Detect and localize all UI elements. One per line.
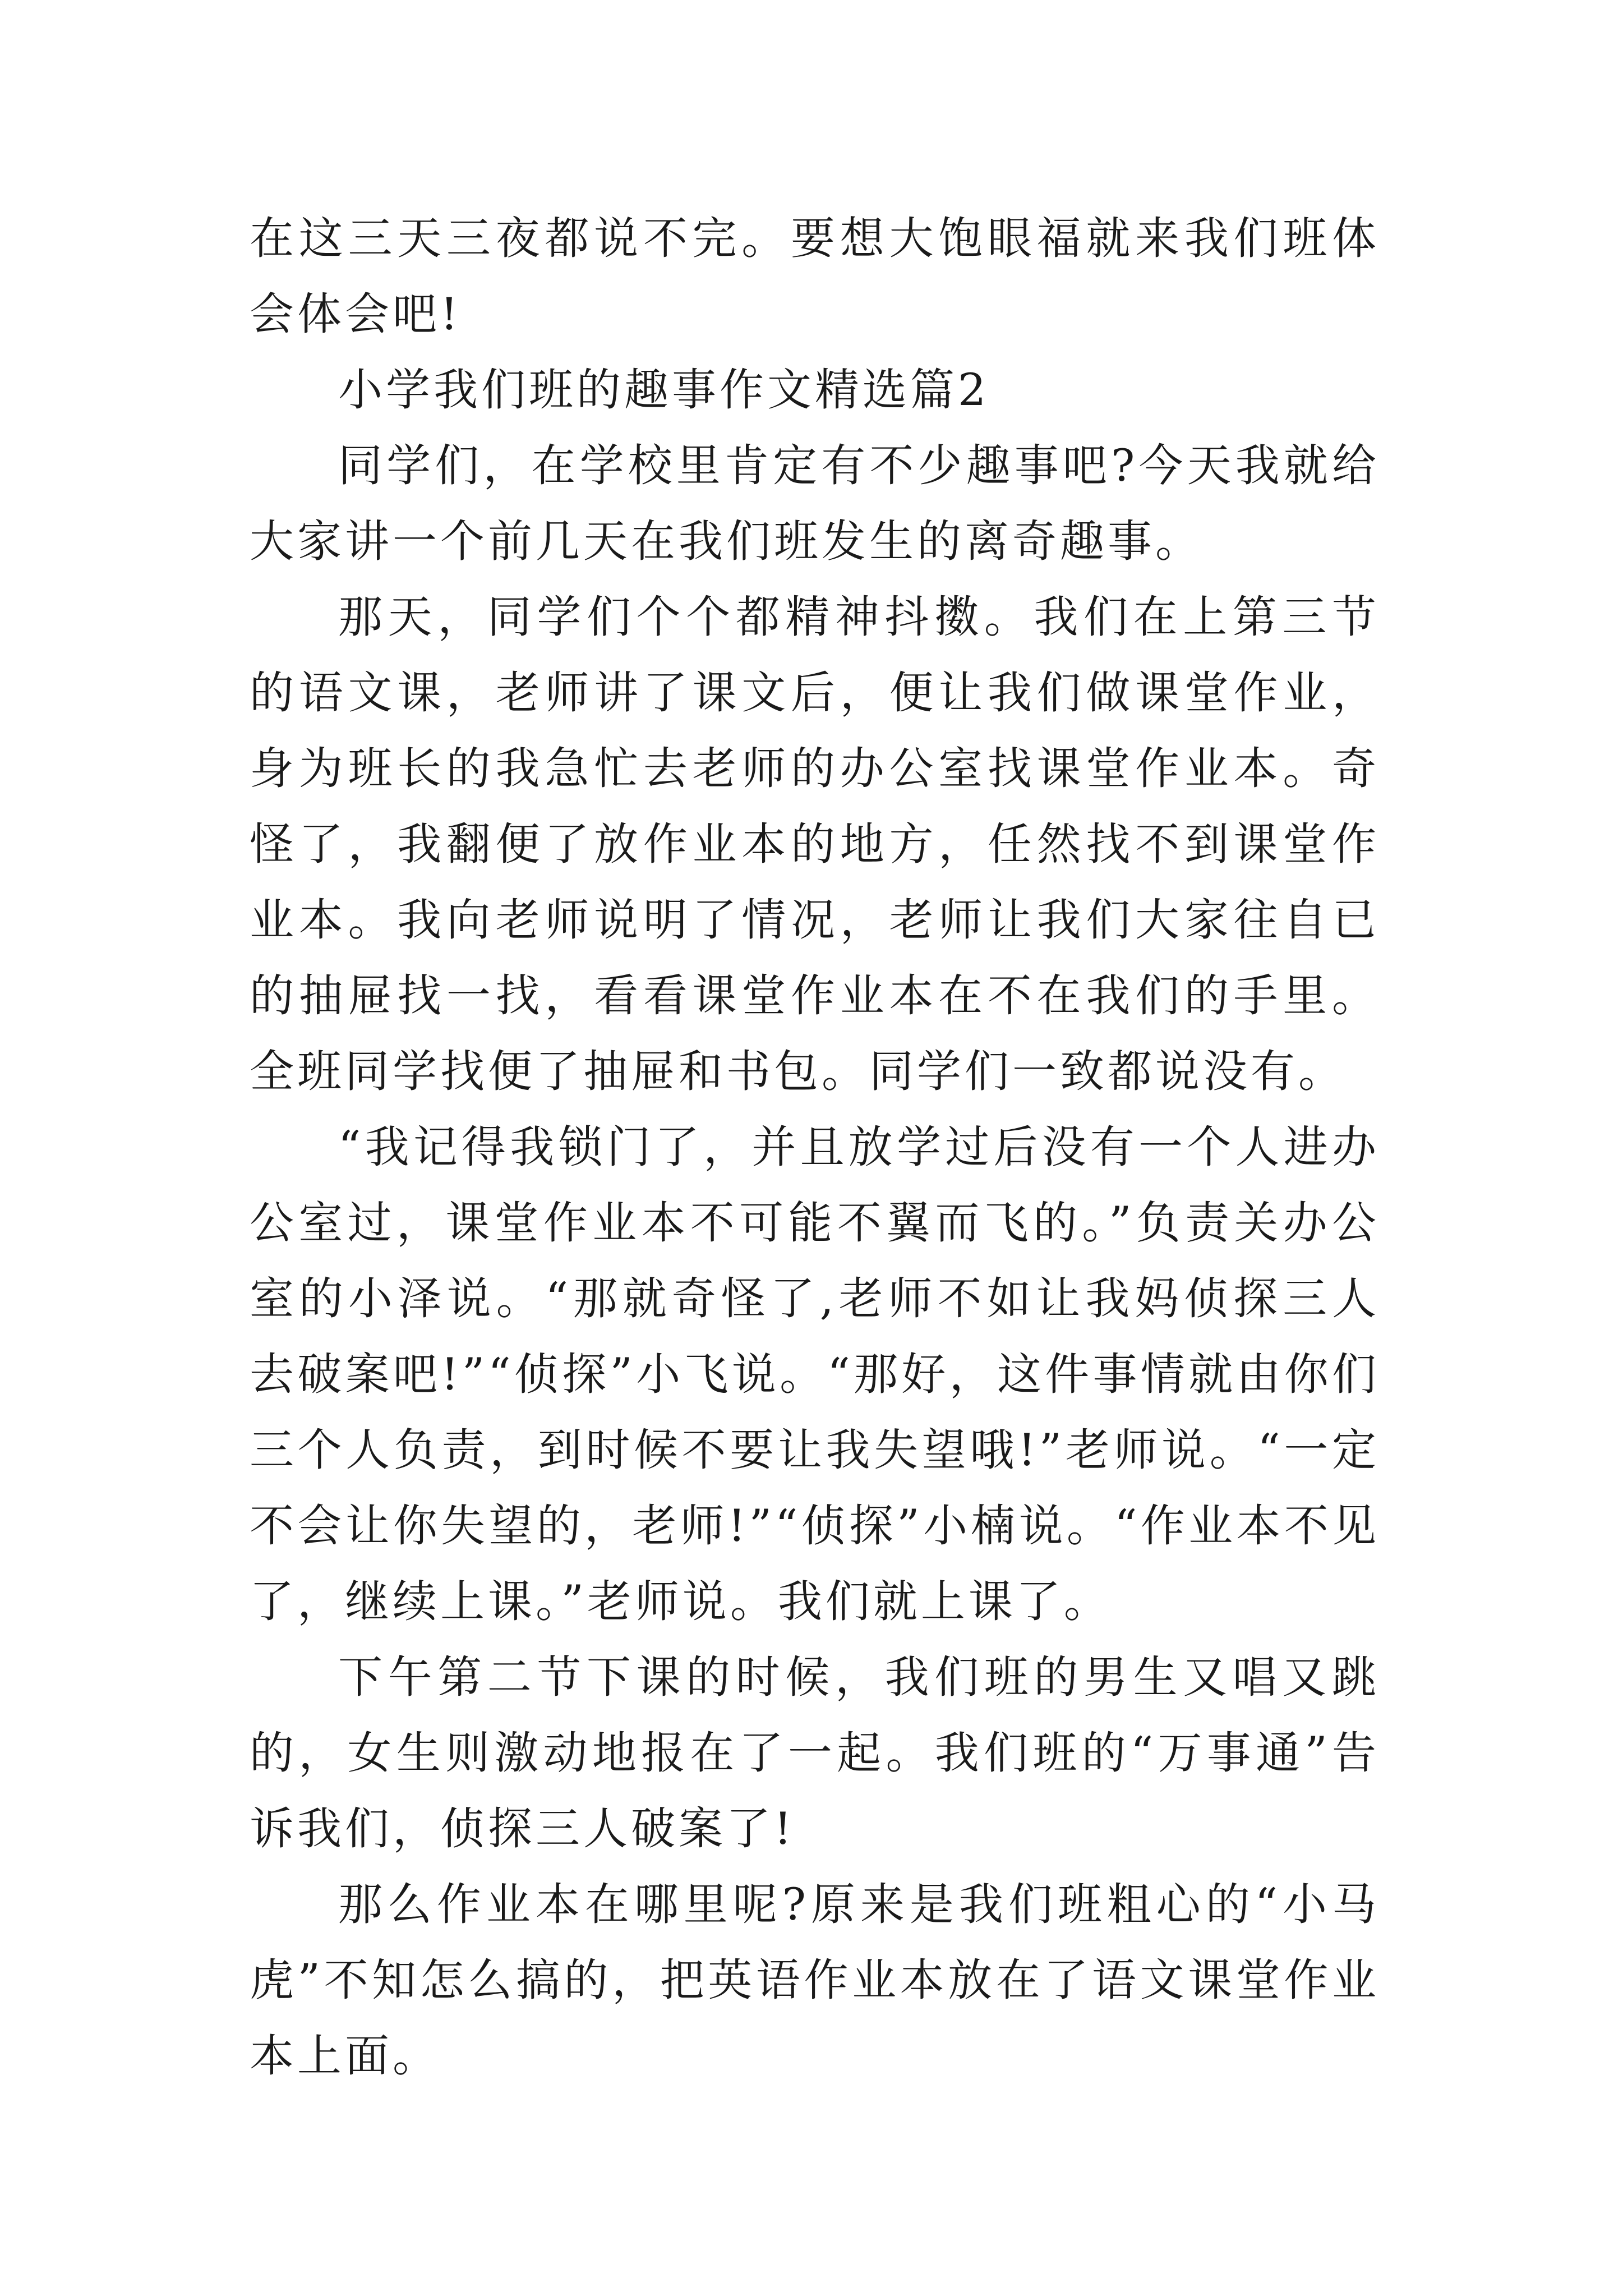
paragraph: “我记得我锁门了，并且放学过后没有一个人进办公室过，课堂作业本不可能不翼而飞的。”负责关办公室的小泽说。“那就奇怪了,老师不如让我妈侦探三人去破案吧!”“侦探”小飞说。“那好，这件事情就由你们三个人负责，到时候不要让我失望哦!”老师说。“一定不会让你失望的，老师!”“侦探”小楠说。“作业本不见了，继续上课。”老师说。我们就上课了。 [250,1121,1380,1627]
paragraph: 同学们，在学校里肯定有不少趣事吧?今天我就给大家讲一个前几天在我们班发生的离奇趣事。 [250,440,1380,567]
paragraph: 下午第二节下课的时候，我们班的男生又唱又跳的，女生则激动地报在了一起。我们班的“万事通”告诉我们，侦探三人破案了! [250,1651,1380,1855]
paragraph: 那天，同学们个个都精神抖擞。我们在上第三节的语文课，老师讲了课文后，便让我们做课堂作业，身为班长的我急忙去老师的办公室找课堂作业本。奇怪了，我翻便了放作业本的地方，任然找不到课堂作业本。我向老师说明了情况，老师让我们大家往自已的抽屉找一找，看看课堂作业本在不在我们的手里。全班同学找便了抽屉和书包。同学们一致都说没有。 [250,591,1380,1097]
essay-heading: 小学我们班的趣事作文精选篇2 [338,364,990,416]
document-body [250,201,1380,2094]
paragraph: 那么作业本在哪里呢?原来是我们班粗心的“小马虎”不知怎么搞的，把英语作业本放在了语文课堂作业本上面。 [250,1879,1380,2082]
paragraph-continuation: 在这三天三夜都说不完。要想大饱眼福就来我们班体会体会吧! [250,213,1380,340]
